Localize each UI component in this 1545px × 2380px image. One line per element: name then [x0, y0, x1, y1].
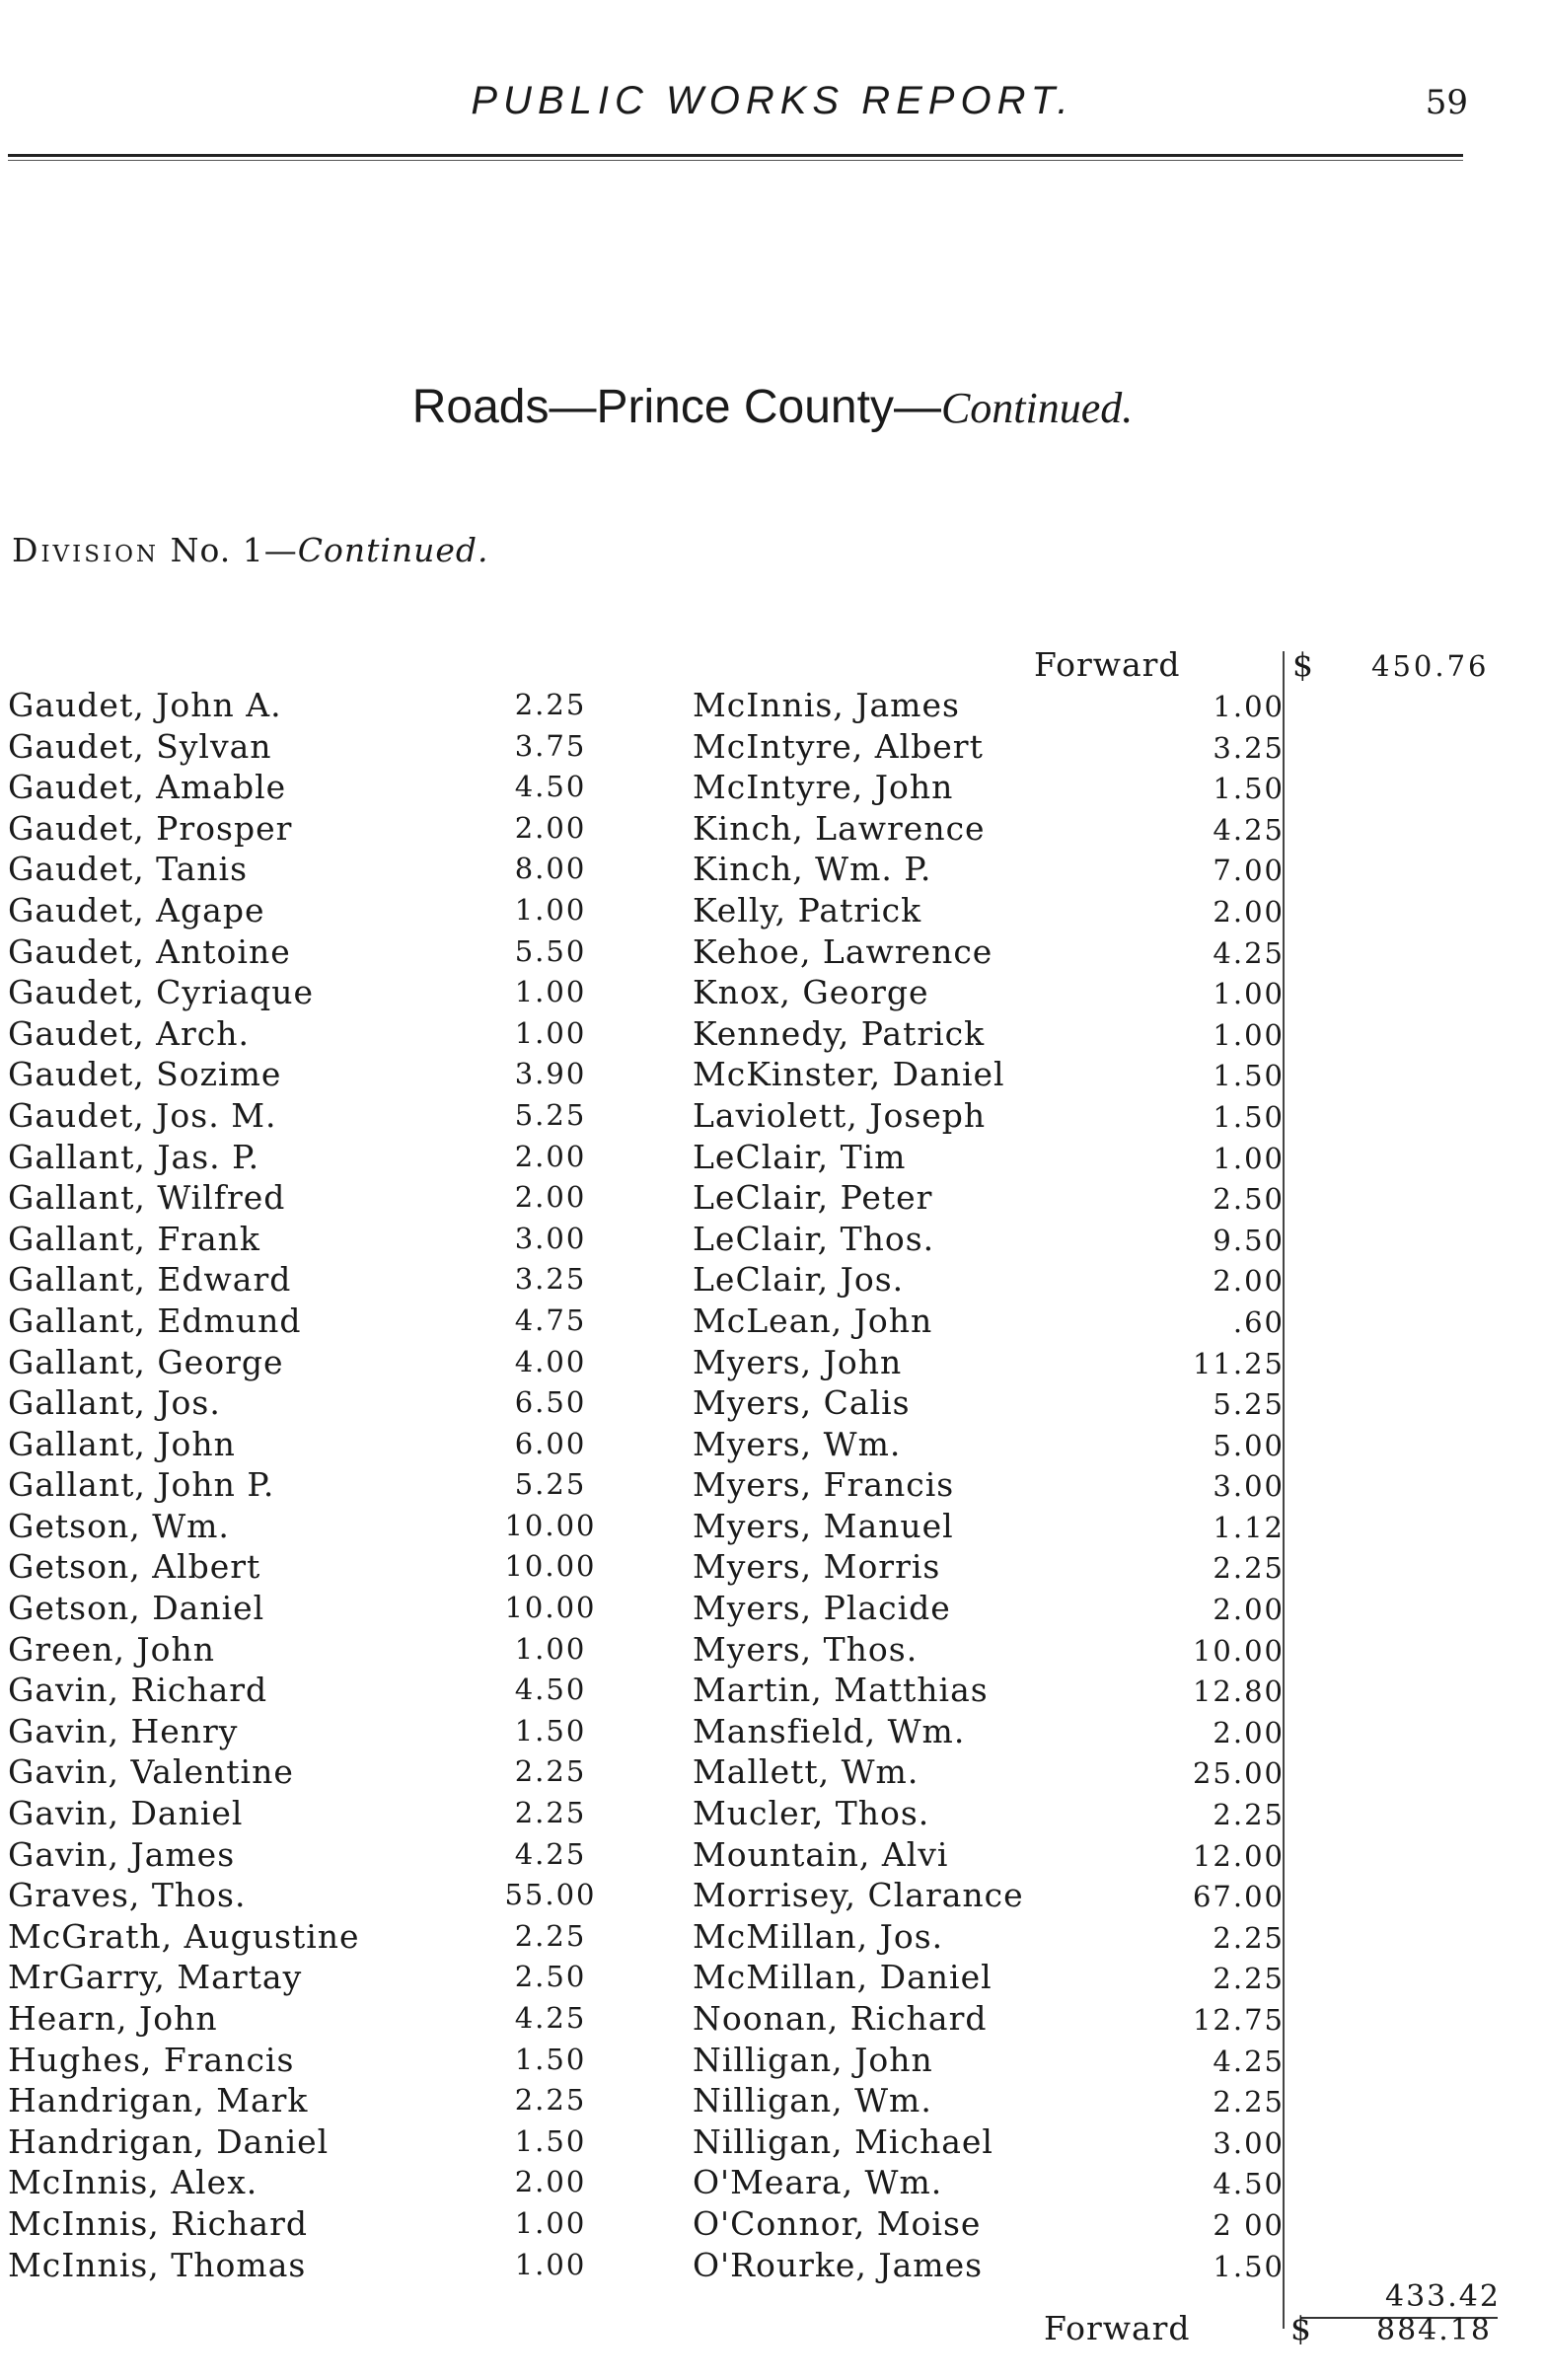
payment-amount: 10.00: [504, 1549, 597, 1584]
payment-amount: 2.00: [514, 1139, 587, 1173]
payment-amount: 4.50: [514, 770, 587, 804]
page-header: [0, 79, 1545, 138]
payment-amount: 5.25: [1213, 1387, 1285, 1422]
payee-name: McLean, John: [693, 1301, 933, 1340]
payment-amount: 1.50: [1213, 772, 1285, 806]
ledger-row: [693, 2122, 1285, 2164]
payee-name: Mucler, Thos.: [693, 1794, 930, 1833]
payee-name: McInnis, Alex.: [8, 2163, 258, 2202]
ledger-row: [693, 1138, 1285, 1179]
payee-name: Gaudet, Tanis: [8, 850, 249, 889]
payment-amount: 1.50: [1213, 1099, 1285, 1134]
right-column: [693, 686, 1285, 2286]
payee-name: McInnis, Thomas: [8, 2245, 307, 2284]
payment-amount: 4.50: [514, 1673, 587, 1707]
payee-name: Gallant, Edmund: [8, 1301, 302, 1340]
payment-amount: 3.00: [1213, 2125, 1285, 2160]
payment-amount: 5.00: [1213, 1428, 1285, 1462]
forward-top-row: [0, 645, 1545, 689]
payee-name: Gavin, James: [8, 1834, 236, 1874]
payment-amount: 6.50: [514, 1385, 587, 1420]
payment-amount: 12.00: [1192, 1838, 1285, 1873]
ledger-row: [8, 1220, 600, 1261]
page-number: 59: [1425, 83, 1468, 122]
payee-name: Gallant, Frank: [8, 1219, 260, 1258]
ledger-row: [693, 1958, 1285, 1999]
ledger-row: [8, 1712, 600, 1753]
ledger-row: [8, 1302, 600, 1343]
ledger-row: [8, 1178, 600, 1220]
payee-name: Myers, Calis: [693, 1383, 911, 1423]
ledger-row: [693, 1425, 1285, 1466]
payee-name: Morrisey, Clarance: [693, 1876, 1024, 1915]
subtotal-amount: 433.42: [1385, 2279, 1501, 2314]
division-heading: [12, 531, 489, 569]
payee-name: Graves, Thos.: [8, 1876, 247, 1915]
ledger-row: [693, 1876, 1285, 1917]
payee-name: Gallant, John: [8, 1424, 236, 1463]
left-column: [8, 686, 600, 2286]
payee-name: Gallant, Wilfred: [8, 1178, 286, 1218]
payee-name: Myers, Morris: [693, 1547, 941, 1587]
payment-amount: 2.00: [514, 810, 587, 845]
ledger-row: [693, 1055, 1285, 1096]
ledger-row: [8, 768, 600, 809]
ledger-row: [693, 809, 1285, 851]
payment-amount: 2.25: [514, 1796, 587, 1830]
payee-name: Myers, Wm.: [693, 1424, 902, 1463]
division-number: No. 1—: [170, 531, 298, 569]
payee-name: Myers, Thos.: [693, 1629, 919, 1669]
ledger-row: [8, 1835, 600, 1877]
ledger-row: [693, 2246, 1285, 2287]
payment-amount: .60: [1232, 1304, 1285, 1339]
payee-name: Myers, Manuel: [693, 1506, 954, 1545]
ledger-row: [8, 1343, 600, 1384]
ledger-row: [693, 1178, 1285, 1220]
ledger-row: [8, 1999, 600, 2041]
payee-name: O'Rourke, James: [693, 2245, 984, 2284]
ledger-row: [693, 1302, 1285, 1343]
forward-bottom-dollar: $: [1290, 2309, 1311, 2347]
payment-amount: 55.00: [504, 1878, 597, 1912]
payee-name: McMillan, Daniel: [693, 1958, 993, 1997]
payee-name: Gallant, Jos.: [8, 1383, 221, 1423]
payee-name: Gavin, Henry: [8, 1711, 239, 1750]
section-title-continued: Continued.: [940, 384, 1134, 432]
ledger-row: [8, 1465, 600, 1507]
payee-name: LeClair, Peter: [693, 1178, 933, 1218]
payment-amount: 3.90: [514, 1057, 587, 1091]
ledger-row: [693, 1343, 1285, 1384]
payment-amount: 8.00: [514, 852, 587, 886]
ledger-row: [8, 809, 600, 851]
payee-name: Gavin, Valentine: [8, 1752, 294, 1792]
payee-name: Kinch, Lawrence: [693, 808, 986, 848]
payee-name: Gallant, Jas. P.: [8, 1137, 260, 1176]
ledger-row: [693, 1507, 1285, 1548]
running-title: PUBLIC WORKS REPORT.: [471, 79, 1074, 122]
payment-amount: 1.50: [514, 2042, 587, 2076]
ledger-row: [693, 1589, 1285, 1630]
payee-name: Gaudet, Prosper: [8, 808, 293, 848]
ledger-row: [8, 1014, 600, 1056]
payee-name: LeClair, Thos.: [693, 1219, 935, 1258]
ledger-row: [8, 973, 600, 1014]
ledger-row: [8, 850, 600, 891]
ledger-row: [8, 686, 600, 727]
ledger-row: [8, 1752, 600, 1794]
ledger-row: [8, 932, 600, 974]
payment-amount: 12.75: [1192, 2003, 1285, 2037]
payee-name: Gavin, Daniel: [8, 1794, 244, 1833]
payee-name: Getson, Albert: [8, 1547, 261, 1587]
ledger-row: [8, 1383, 600, 1425]
ledger-row: [693, 1917, 1285, 1959]
ledger-row: [693, 768, 1285, 809]
payee-name: McGrath, Augustine: [8, 1916, 360, 1956]
payment-amount: 2.25: [1213, 1920, 1285, 1955]
ledger-row: [693, 2041, 1285, 2082]
payment-amount: 2.25: [514, 1754, 587, 1789]
payment-amount: 2.00: [514, 1180, 587, 1215]
payee-name: Myers, John: [693, 1342, 903, 1381]
payment-amount: 1.00: [514, 1015, 587, 1050]
payment-amount: 4.25: [514, 2001, 587, 2035]
payee-name: O'Meara, Wm.: [693, 2163, 943, 2202]
payment-amount: 4.50: [1213, 2167, 1285, 2201]
payee-name: Gaudet, Antoine: [8, 931, 291, 971]
payment-amount: 6.00: [514, 1426, 587, 1460]
payment-amount: 1.00: [1213, 977, 1285, 1011]
header-rule: [8, 154, 1463, 161]
payment-amount: 1.50: [1213, 1059, 1285, 1093]
ledger-row: [693, 1999, 1285, 2041]
payment-amount: 1.00: [514, 975, 587, 1009]
ledger-row: [8, 891, 600, 932]
ledger-row: [693, 1671, 1285, 1712]
ledger-row: [8, 1876, 600, 1917]
payment-amount: 2.50: [514, 1960, 587, 1994]
payment-amount: 4.75: [514, 1302, 587, 1337]
payment-amount: 4.25: [1213, 2044, 1285, 2078]
payment-amount: 2.25: [514, 2083, 587, 2118]
ledger-row: [693, 1260, 1285, 1302]
payment-amount: 9.50: [1213, 1223, 1285, 1257]
payee-name: Kinch, Wm. P.: [693, 850, 932, 889]
payment-amount: 7.00: [1213, 854, 1285, 888]
payment-amount: 12.80: [1192, 1674, 1285, 1709]
payee-name: Nilligan, Michael: [693, 2121, 993, 2161]
payee-name: Mountain, Alvi: [693, 1834, 949, 1874]
payee-name: Myers, Placide: [693, 1589, 951, 1628]
payment-amount: 1.00: [514, 2205, 587, 2240]
payment-amount: 2.25: [514, 688, 587, 721]
section-title: [0, 380, 1545, 434]
ledger-row: [8, 1794, 600, 1835]
ledger-row: [693, 1835, 1285, 1877]
payee-name: Hearn, John: [8, 1999, 218, 2038]
ledger-row: [693, 2163, 1285, 2204]
payee-name: Gaudet, Cyriaque: [8, 973, 314, 1012]
ledger-row: [8, 2163, 600, 2204]
payment-amount: 3.00: [514, 1221, 587, 1255]
payment-amount: 10.00: [1192, 1633, 1285, 1668]
payee-name: Knox, George: [693, 973, 929, 1012]
payee-name: McMillan, Jos.: [693, 1916, 944, 1956]
payment-amount: 10.00: [504, 1508, 597, 1542]
payee-name: Kennedy, Patrick: [693, 1013, 986, 1053]
payment-amount: 2.25: [1213, 1962, 1285, 1996]
payee-name: LeClair, Jos.: [693, 1260, 905, 1300]
payee-name: Kehoe, Lawrence: [693, 931, 993, 971]
forward-bottom-label: Forward: [1044, 2309, 1191, 2347]
payee-name: Noonan, Richard: [693, 1999, 988, 2038]
payment-amount: 3.00: [1213, 1469, 1285, 1504]
payee-name: Nilligan, John: [693, 2040, 933, 2079]
payment-amount: 2.25: [1213, 1551, 1285, 1586]
payee-name: McIntyre, John: [693, 768, 954, 807]
payment-amount: 10.00: [504, 1591, 597, 1625]
payee-name: Myers, Francis: [693, 1465, 955, 1505]
ledger-row: [693, 727, 1285, 769]
payment-amount: 11.25: [1192, 1346, 1285, 1380]
payment-amount: 1.00: [1213, 1017, 1285, 1052]
ledger-row: [8, 1958, 600, 1999]
payment-amount: 1.00: [1213, 690, 1285, 723]
ledger-row: [693, 932, 1285, 974]
ledger-row: [693, 1014, 1285, 1056]
ledger-row: [8, 1507, 600, 1548]
payee-name: O'Connor, Moise: [693, 2203, 982, 2243]
ledger-row: [8, 1589, 600, 1630]
payee-name: Handrigan, Daniel: [8, 2121, 330, 2161]
ledger-row: [8, 1425, 600, 1466]
ledger-row: [693, 973, 1285, 1014]
payee-name: LeClair, Tim: [693, 1137, 907, 1176]
payee-name: McInnis, James: [693, 686, 960, 724]
ledger-row: [8, 727, 600, 769]
payment-amount: 2.25: [514, 1918, 587, 1953]
ledger-row: [693, 1712, 1285, 1753]
payee-name: Gaudet, John A.: [8, 686, 282, 724]
ledger-row: [693, 850, 1285, 891]
division-continued: Continued.: [297, 531, 489, 569]
payee-name: Gaudet, Sylvan: [8, 726, 272, 766]
payee-name: Getson, Daniel: [8, 1589, 265, 1628]
payee-name: Gallant, Edward: [8, 1260, 292, 1300]
payment-amount: 2.00: [1213, 1593, 1285, 1627]
forward-top-amount: 450.76: [1371, 649, 1490, 683]
payee-name: Nilligan, Wm.: [693, 2081, 932, 2120]
payment-amount: 4.00: [514, 1344, 587, 1378]
ledger-row: [693, 1383, 1285, 1425]
payment-amount: 1.00: [514, 892, 587, 927]
ledger-row: [8, 1671, 600, 1712]
payee-name: Martin, Matthias: [693, 1671, 989, 1710]
payment-amount: 1.50: [514, 2123, 587, 2158]
payee-name: MrGarry, Martay: [8, 1958, 303, 1997]
payment-amount: 2.25: [1213, 2085, 1285, 2120]
ledger-row: [8, 1138, 600, 1179]
ledger-row: [8, 1260, 600, 1302]
payment-amount: 1.12: [1213, 1510, 1285, 1544]
payment-amount: 4.25: [1213, 812, 1285, 847]
ledger-row: [8, 1055, 600, 1096]
ledger-row: [693, 686, 1285, 727]
payee-name: Gallant, George: [8, 1342, 284, 1381]
payee-name: Green, John: [8, 1629, 216, 1669]
payee-name: Getson, Wm.: [8, 1506, 230, 1545]
forward-bottom-amount: 884.18: [1376, 2313, 1492, 2347]
payment-amount: 67.00: [1192, 1880, 1285, 1914]
payee-name: Gaudet, Arch.: [8, 1013, 251, 1053]
payment-amount: 3.25: [1213, 730, 1285, 765]
payment-amount: 1.00: [514, 2247, 587, 2281]
payment-amount: 2.25: [1213, 1798, 1285, 1832]
payee-name: McInnis, Richard: [8, 2203, 308, 2243]
ledger-row: [693, 891, 1285, 932]
payee-name: Hughes, Francis: [8, 2040, 295, 2079]
ledger-row: [8, 2246, 600, 2287]
payee-name: Laviolett, Joseph: [693, 1095, 987, 1135]
payee-name: Gavin, Richard: [8, 1671, 268, 1710]
ledger-row: [8, 2122, 600, 2164]
ledger-row: [8, 1630, 600, 1672]
ledger-row: [693, 1096, 1285, 1138]
ledger-row: [693, 2081, 1285, 2122]
ledger-row: [693, 1752, 1285, 1794]
payee-name: Kelly, Patrick: [693, 890, 922, 930]
ledger-row: [693, 1794, 1285, 1835]
payment-amount: 1.50: [514, 1713, 587, 1748]
payee-name: Mallett, Wm.: [693, 1752, 920, 1792]
payee-name: Gallant, John P.: [8, 1465, 275, 1505]
payment-amount: 2.00: [1213, 1264, 1285, 1299]
payee-name: McIntyre, Albert: [693, 726, 984, 766]
ledger-row: [8, 1096, 600, 1138]
payee-name: Gaudet, Amable: [8, 768, 287, 807]
forward-top-dollar: $: [1292, 645, 1313, 684]
ledger-row: [693, 1465, 1285, 1507]
payment-amount: 4.25: [514, 1836, 587, 1871]
payee-name: Gaudet, Jos. M.: [8, 1095, 277, 1135]
ledger-row: [8, 1547, 600, 1589]
forward-bottom-row: [0, 2309, 1545, 2358]
payee-name: Mansfield, Wm.: [693, 1711, 966, 1750]
payment-amount: 2.00: [1213, 894, 1285, 929]
payment-amount: 1.00: [514, 1631, 587, 1666]
division-label: Division: [12, 531, 160, 569]
ledger-row: [8, 1917, 600, 1959]
payment-amount: 2.00: [1213, 1715, 1285, 1749]
payment-amount: 4.25: [1213, 935, 1285, 970]
ledger-row: [693, 2204, 1285, 2246]
payment-amount: 5.50: [514, 933, 587, 968]
payment-amount: 2.50: [1213, 1182, 1285, 1217]
payment-amount: 5.25: [514, 1467, 587, 1502]
payment-amount: 3.25: [514, 1262, 587, 1297]
ledger-row: [8, 2204, 600, 2246]
payee-name: McKinster, Daniel: [693, 1055, 1005, 1094]
payment-amount: 5.25: [514, 1097, 587, 1132]
payee-name: Handrigan, Mark: [8, 2081, 309, 2120]
payee-name: Gaudet, Agape: [8, 890, 265, 930]
ledger-row: [693, 1220, 1285, 1261]
section-title-main: Roads—Prince County—: [411, 381, 941, 433]
payment-amount: 3.75: [514, 728, 587, 763]
payment-amount: 1.00: [1213, 1141, 1285, 1175]
payment-amount: 25.00: [1192, 1756, 1285, 1791]
ledger-row: [8, 2041, 600, 2082]
forward-top-label: Forward: [1034, 645, 1181, 684]
ledger-row: [693, 1630, 1285, 1672]
payment-amount: 2.00: [514, 2165, 587, 2199]
ledger-row: [693, 1547, 1285, 1589]
payee-name: Gaudet, Sozime: [8, 1055, 282, 1094]
payment-amount: 1.50: [1213, 2249, 1285, 2283]
ledger-row: [8, 2081, 600, 2122]
payment-amount: 2 00: [1213, 2207, 1285, 2242]
